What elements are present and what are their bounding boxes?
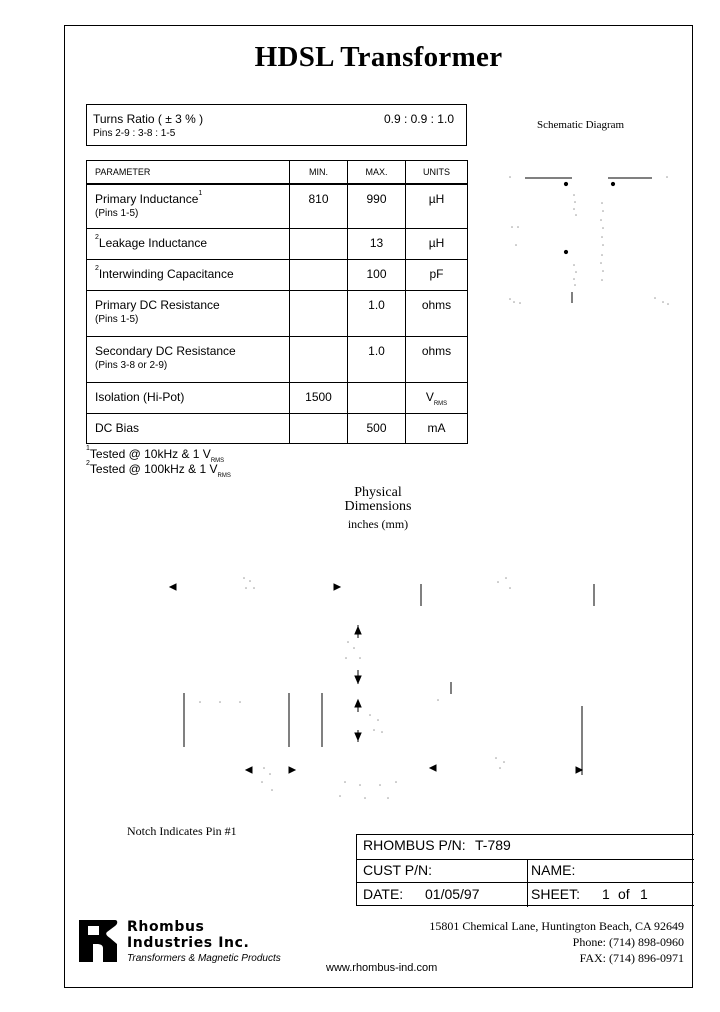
table-row: [87, 259, 468, 290]
company-name: [127, 919, 249, 951]
physical-units: inches (mm): [347, 517, 409, 531]
schematic-title: Schematic Diagram: [537, 119, 625, 131]
min-value: [290, 228, 348, 259]
footnote-mark: 2: [86, 460, 90, 467]
table-row: [87, 228, 468, 259]
physical-title-line1: Physical: [354, 485, 402, 500]
company-name-line2: Industries Inc.: [127, 935, 250, 951]
company-contact: [429, 918, 684, 966]
date-label: DATE:: [363, 886, 404, 902]
schematic-diagram: [500, 165, 680, 315]
company-fax: FAX: (714) 896-0971: [579, 951, 684, 965]
min-value: 1500: [290, 382, 348, 413]
rhombus-logo-icon: [77, 918, 119, 964]
units-value: pF: [406, 259, 468, 290]
units-value: ohms: [406, 290, 468, 336]
units-v: V: [425, 389, 434, 404]
param-pins: (Pins 3-8 or 2-9): [95, 359, 168, 371]
page-title: HDSL Transformer: [254, 41, 503, 73]
header-parameter: PARAMETER: [87, 161, 290, 185]
units-rms: RMS: [433, 400, 448, 407]
min-value: [290, 413, 348, 443]
footnote-mark: 2: [95, 233, 99, 241]
param-name: Interwinding Capacitance: [98, 266, 234, 281]
sheet-total: 1: [640, 886, 648, 902]
footnote-1: [86, 445, 225, 464]
param-pins: (Pins 1-5): [95, 208, 139, 219]
max-value: 100: [348, 259, 406, 290]
company-website[interactable]: www.rhombus-ind.com: [326, 962, 438, 974]
turns-ratio-pins: Pins 2-9 : 3-8 : 1-5: [93, 128, 176, 139]
footnote-2: [86, 460, 231, 479]
max-value: [348, 382, 406, 413]
title-block-vdivider: [527, 859, 528, 907]
param-name: Leakage Inductance: [98, 235, 207, 250]
footnote-mark: 2: [95, 264, 99, 272]
footnote-sub: RMS: [217, 473, 231, 479]
company-phone: Phone: (714) 898-0960: [572, 935, 684, 949]
sheet-number: 1: [602, 886, 610, 902]
spec-header-row: [87, 161, 468, 185]
max-value: 1.0: [348, 290, 406, 336]
units-value: [406, 382, 468, 413]
header-min: MIN.: [290, 161, 348, 185]
param-name: Primary Inductance: [95, 192, 199, 206]
footnote-mark: 1: [198, 190, 203, 197]
min-value: 810: [290, 184, 348, 228]
max-value: 13: [348, 228, 406, 259]
footnote-text: Tested @ 10kHz & 1 V: [89, 447, 211, 461]
physical-dimensions-title: [318, 486, 438, 531]
header-units: UNITS: [406, 161, 468, 185]
min-value: [290, 259, 348, 290]
param-name: Secondary DC Resistance: [95, 343, 236, 358]
name-label: NAME:: [531, 862, 576, 878]
company-tagline: Transformers & Magnetic Products: [127, 953, 281, 964]
title-block-divider: [357, 882, 694, 883]
date-value: 01/05/97: [425, 886, 480, 902]
units-value: ohms: [406, 336, 468, 382]
param-pins: (Pins 1-5): [95, 313, 139, 325]
turns-ratio-value: 0.9 : 0.9 : 1.0: [383, 112, 454, 126]
notch-note: Notch Indicates Pin #1: [127, 824, 237, 838]
sheet-of: of: [618, 886, 630, 902]
footnote-text: Tested @ 100kHz & 1 V: [89, 462, 218, 476]
rhombus-pn-label: RHOMBUS P/N:: [363, 837, 466, 853]
table-row: [87, 184, 468, 228]
table-row: [87, 336, 468, 382]
turns-ratio-box: [86, 104, 467, 146]
table-row: [87, 413, 468, 443]
footnote-sub: RMS: [210, 458, 225, 464]
max-value: 500: [348, 413, 406, 443]
title-block: [356, 834, 694, 906]
units-value: µH: [406, 228, 468, 259]
min-value: [290, 290, 348, 336]
physical-title-line2: Dimensions: [344, 499, 412, 514]
cust-pn-label: CUST P/N:: [363, 862, 432, 878]
param-name: DC Bias: [95, 420, 140, 435]
company-address: 15801 Chemical Lane, Huntington Beach, CA 92649: [429, 919, 684, 933]
units-value: mA: [406, 413, 468, 443]
sheet-label: SHEET:: [531, 886, 581, 902]
units-value: µH: [406, 184, 468, 228]
param-name: Isolation (Hi-Pot): [95, 389, 185, 404]
turns-ratio-label: Turns Ratio ( ± 3 % ): [93, 112, 204, 126]
spec-table: [86, 160, 468, 444]
param-name: Primary DC Resistance: [95, 297, 220, 312]
table-row: [87, 290, 468, 336]
max-value: 990: [348, 184, 406, 228]
min-value: [290, 336, 348, 382]
table-row: [87, 382, 468, 413]
footnote-mark: 1: [86, 445, 90, 452]
title-block-divider: [357, 859, 694, 860]
dimensions-drawing: [160, 570, 600, 810]
rhombus-pn-value: T-789: [475, 837, 511, 853]
header-max: MAX.: [348, 161, 406, 185]
max-value: 1.0: [348, 336, 406, 382]
company-name-line1: Rhombus: [127, 919, 205, 935]
